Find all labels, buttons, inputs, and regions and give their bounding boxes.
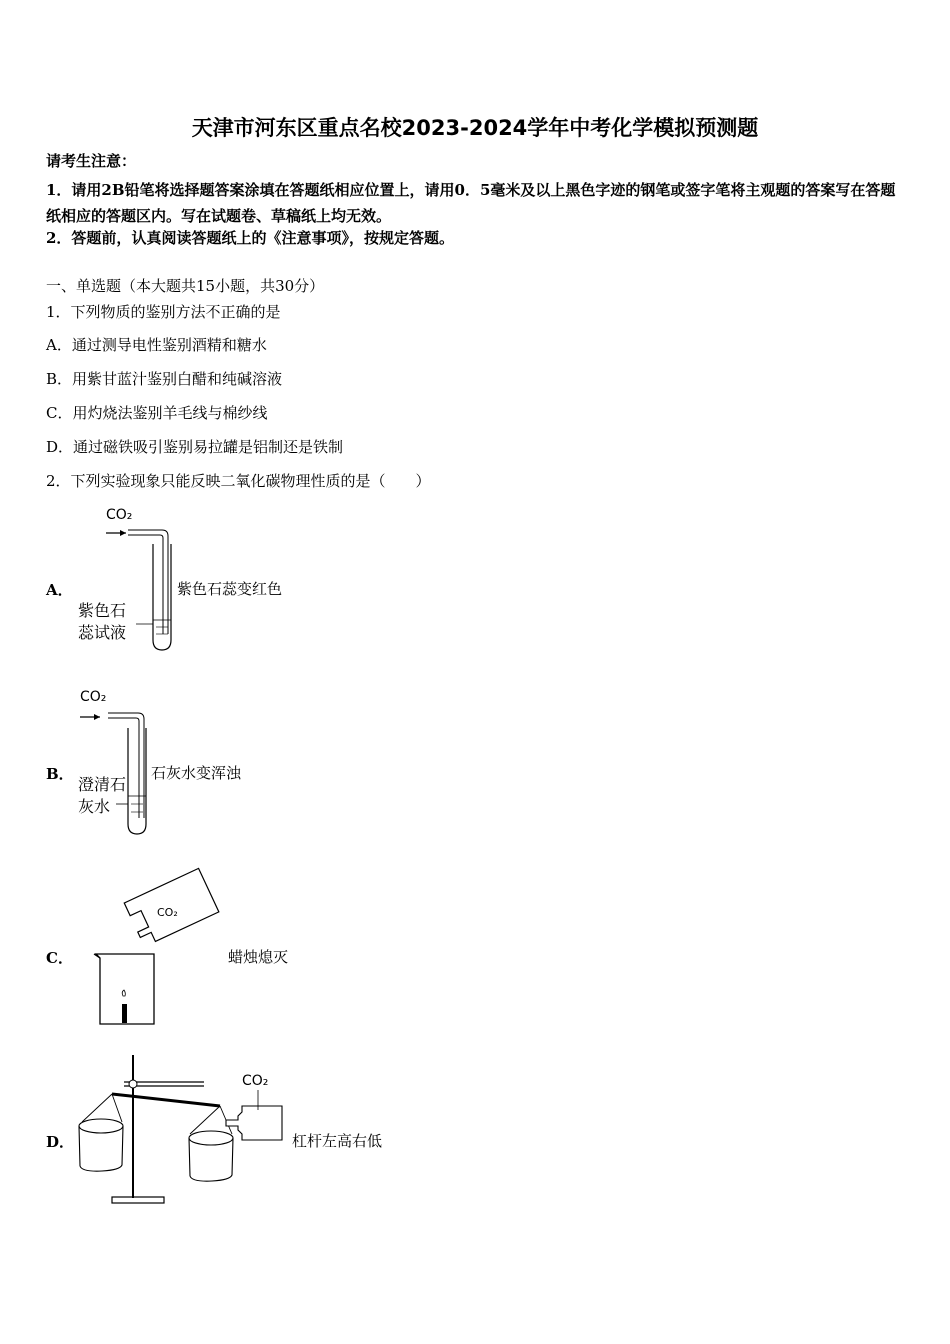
q1-option-d: D．通过磁铁吸引鉴别易拉罐是铝制还是铁制 (46, 438, 344, 456)
lever-balance-diagram (74, 1050, 294, 1210)
co2-label: CO₂ (106, 507, 133, 523)
q1-option-b: B．用紫甘蓝汁鉴别白醋和纯碱溶液 (46, 370, 283, 388)
page-title: 天津市河东区重点名校2023-2024学年中考化学模拟预测题 (191, 116, 759, 140)
co2-label: CO₂ (80, 689, 107, 705)
q2-option-d-letter: D． (46, 1133, 75, 1151)
q2-option-b-text: 石灰水变浑浊 (151, 764, 242, 782)
notice-item-2: 2．答题前，认真阅读答题纸上的《注意事项》，按规定答题。 (46, 229, 454, 247)
q1-option-a: A．通过测导电性鉴别酒精和糖水 (46, 336, 267, 354)
q2-option-b-letter: B． (46, 765, 74, 783)
reagent-label-2: 灰水 (78, 797, 111, 816)
reagent-label-1: 澄清石 (78, 775, 127, 794)
q1-stem: 1．下列物质的鉴别方法不正确的是 (46, 303, 281, 321)
q2-option-d-text: 杠杆左高右低 (292, 1132, 383, 1150)
q2-option-a-text: 紫色石蕊变红色 (177, 580, 283, 598)
q2-option-c-letter: C． (46, 949, 73, 967)
q1-option-c: C．用灼烧法鉴别羊毛线与棉纱线 (46, 404, 268, 422)
notice-item-1: 1．请用2B铅笔将选择题答案涂填在答题纸相应位置上，请用0．5毫米及以上黑色字迹的钢笔或签字笔将主观题的答案写在答题纸相应的答题区内。写在试题卷、草稿纸上均无效。 (46, 181, 896, 225)
co2-label: CO₂ (242, 1073, 269, 1089)
co2-label: CO₂ (157, 906, 178, 919)
reagent-label-1: 紫色石 (78, 601, 127, 620)
reagent-label-2: 蕊试液 (78, 623, 127, 642)
beaker-candle-diagram (92, 868, 232, 1028)
q2-option-c-text: 蜡烛熄灭 (228, 948, 289, 966)
q2-stem: 2．下列实验现象只能反映二氧化碳物理性质的是（ ） (46, 472, 431, 490)
q2-option-a-letter: A． (46, 581, 73, 599)
notice-heading: 请考生注意： (46, 152, 137, 170)
test-tube-litmus-diagram (76, 502, 196, 652)
section-heading: 一、单选题（本大题共15小题，共30分） (46, 277, 325, 295)
test-tube-limewater-diagram (76, 686, 196, 836)
